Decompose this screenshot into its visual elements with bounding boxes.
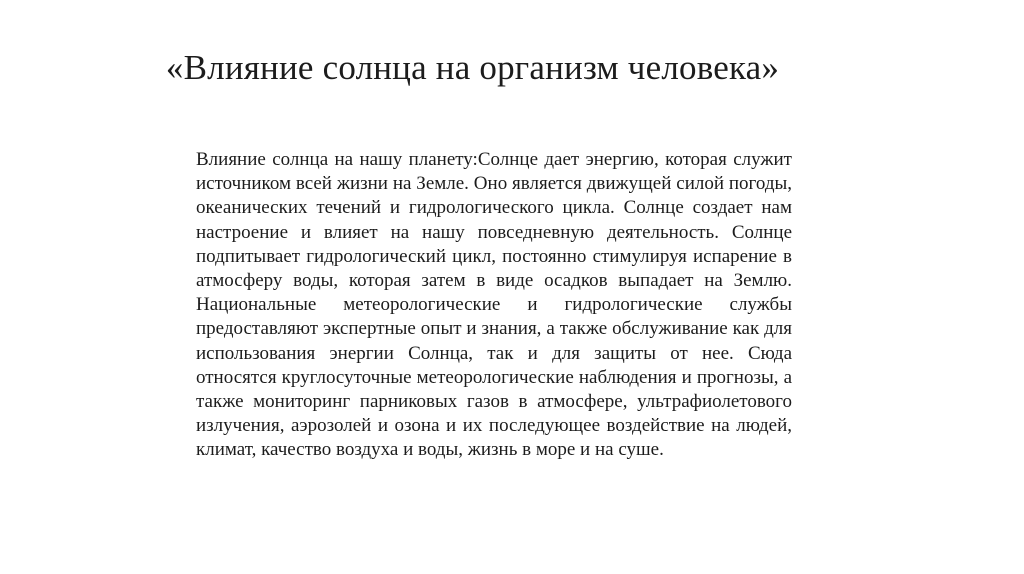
slide-body-text: Влияние солнца на нашу планету:Солнце дает энергию, которая служит источником всей жизни на Земле. Оно является движущей силой погоды, океанических течений и гидрологического цикла. Солнце создает нам настроение и влияет на нашу повседневную деятельность. Солнце подпитывает гидрологический цикл, постоянно стимулируя испарение в атмосферу воды, которая затем в виде осадков выпадает на Землю. Национальные метеорологические и гидрологические службы предоставляют экспертные опыт и знания, а также обслуживание как для использования энергии Солнца, так и для защиты от нее. Сюда относятся круглосуточные метеорологические наблюдения и прогнозы, а также мониторинг парниковых газов в атмосфере, ультрафиолетового излучения, аэрозолей и озона и их последующее воздействие на людей, климат, качество воздуха и воды, жизнь в море и на суше. [196, 149, 792, 461]
slide-title: «Влияние солнца на организм человека» [165, 48, 780, 87]
